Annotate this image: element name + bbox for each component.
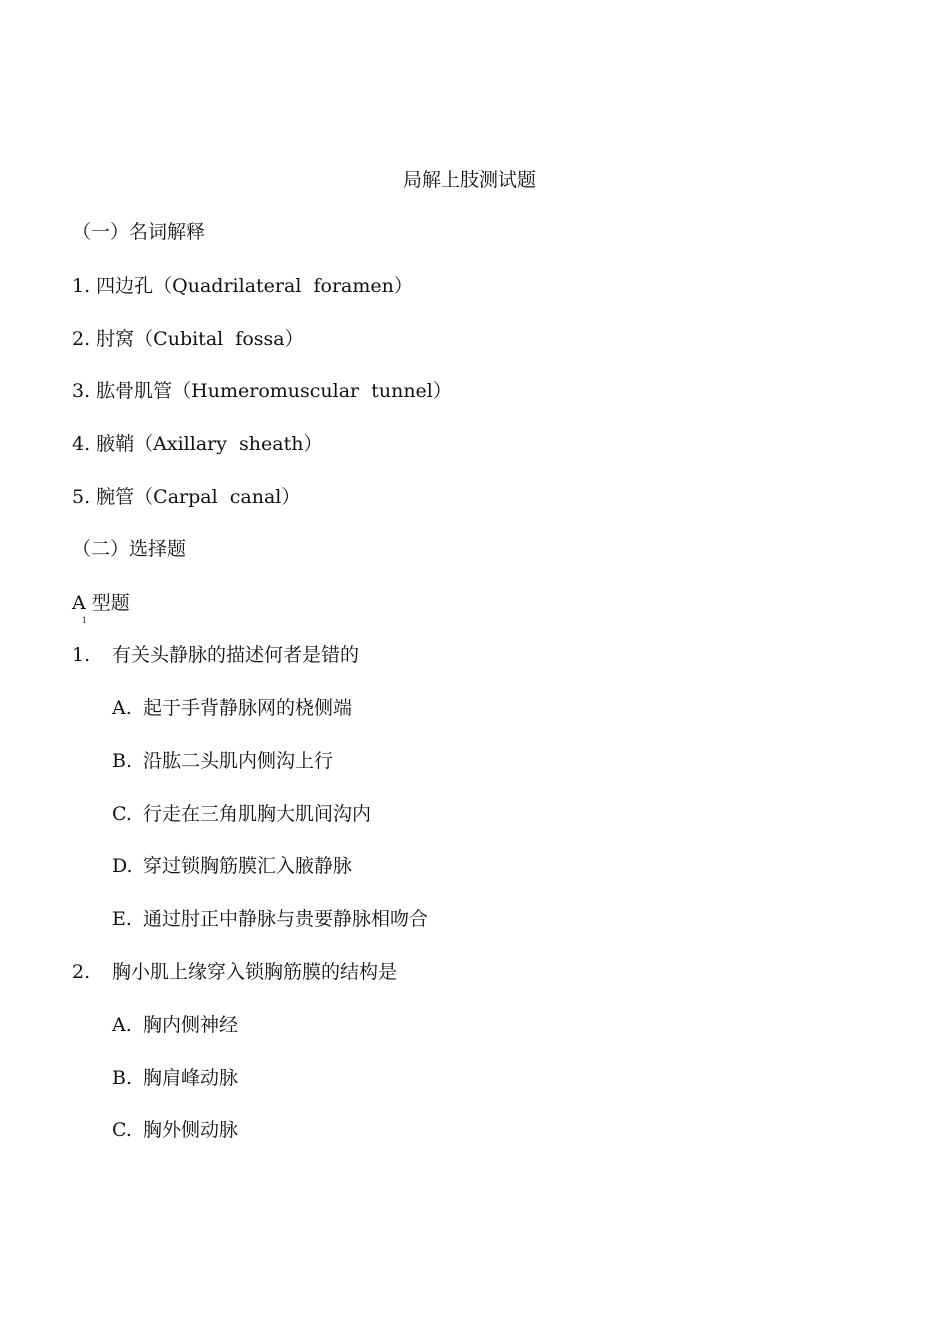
question-text: 胸小肌上缘穿入锁胸筋膜的结构是 bbox=[112, 961, 398, 983]
option-text: 胸外侧动脉 bbox=[143, 1119, 239, 1141]
type-label-subscript: 1 bbox=[81, 616, 87, 625]
term-item: 1. 四边孔（Quadrilateral foramen） bbox=[72, 275, 413, 297]
option-letter: E. bbox=[112, 908, 132, 930]
answer-option bbox=[112, 907, 428, 931]
question-stem bbox=[72, 643, 359, 667]
option-text: 胸内侧神经 bbox=[143, 1014, 239, 1036]
section-heading-choices: （二）选择题 bbox=[72, 538, 187, 560]
answer-option bbox=[112, 696, 352, 720]
question-type-label bbox=[72, 591, 130, 625]
term-item: 2. 肘窝（Cubital fossa） bbox=[72, 328, 304, 350]
option-letter: C. bbox=[112, 803, 132, 825]
question-stem bbox=[72, 960, 397, 984]
option-letter: A. bbox=[112, 697, 132, 719]
section-heading-definitions: （一）名词解释 bbox=[72, 221, 206, 243]
option-letter: B. bbox=[112, 1067, 133, 1089]
answer-option bbox=[112, 854, 352, 878]
question-text: 有关头静脉的描述何者是错的 bbox=[112, 644, 360, 666]
answer-option bbox=[112, 1013, 238, 1037]
option-letter: C. bbox=[112, 1119, 132, 1141]
type-label-suffix: 型题 bbox=[91, 592, 130, 614]
option-text: 通过肘正中静脉与贵要静脉相吻合 bbox=[143, 908, 429, 930]
option-letter: B. bbox=[112, 750, 133, 772]
term-item: 5. 腕管（Carpal canal） bbox=[72, 486, 301, 508]
option-text: 行走在三角肌胸大肌间沟内 bbox=[143, 803, 372, 825]
term-item: 4. 腋鞘（Axillary sheath） bbox=[72, 433, 323, 455]
answer-option bbox=[112, 802, 371, 826]
answer-option bbox=[112, 1066, 238, 1090]
answer-option bbox=[112, 1118, 238, 1142]
page-title: 局解上肢测试题 bbox=[403, 169, 537, 191]
term-item: 3. 肱骨肌管（Humeromuscular tunnel） bbox=[72, 380, 452, 402]
option-text: 穿过锁胸筋膜汇入腋静脉 bbox=[143, 855, 353, 877]
type-label-main: A bbox=[72, 592, 86, 614]
option-letter: A. bbox=[112, 1014, 132, 1036]
option-text: 起于手背静脉网的桡侧端 bbox=[143, 697, 353, 719]
question-number: 1. bbox=[72, 644, 91, 666]
option-text: 沿肱二头肌内侧沟上行 bbox=[143, 750, 334, 772]
question-number: 2. bbox=[72, 961, 91, 983]
option-text: 胸肩峰动脉 bbox=[143, 1067, 239, 1089]
option-letter: D. bbox=[112, 855, 133, 877]
answer-option bbox=[112, 749, 333, 773]
